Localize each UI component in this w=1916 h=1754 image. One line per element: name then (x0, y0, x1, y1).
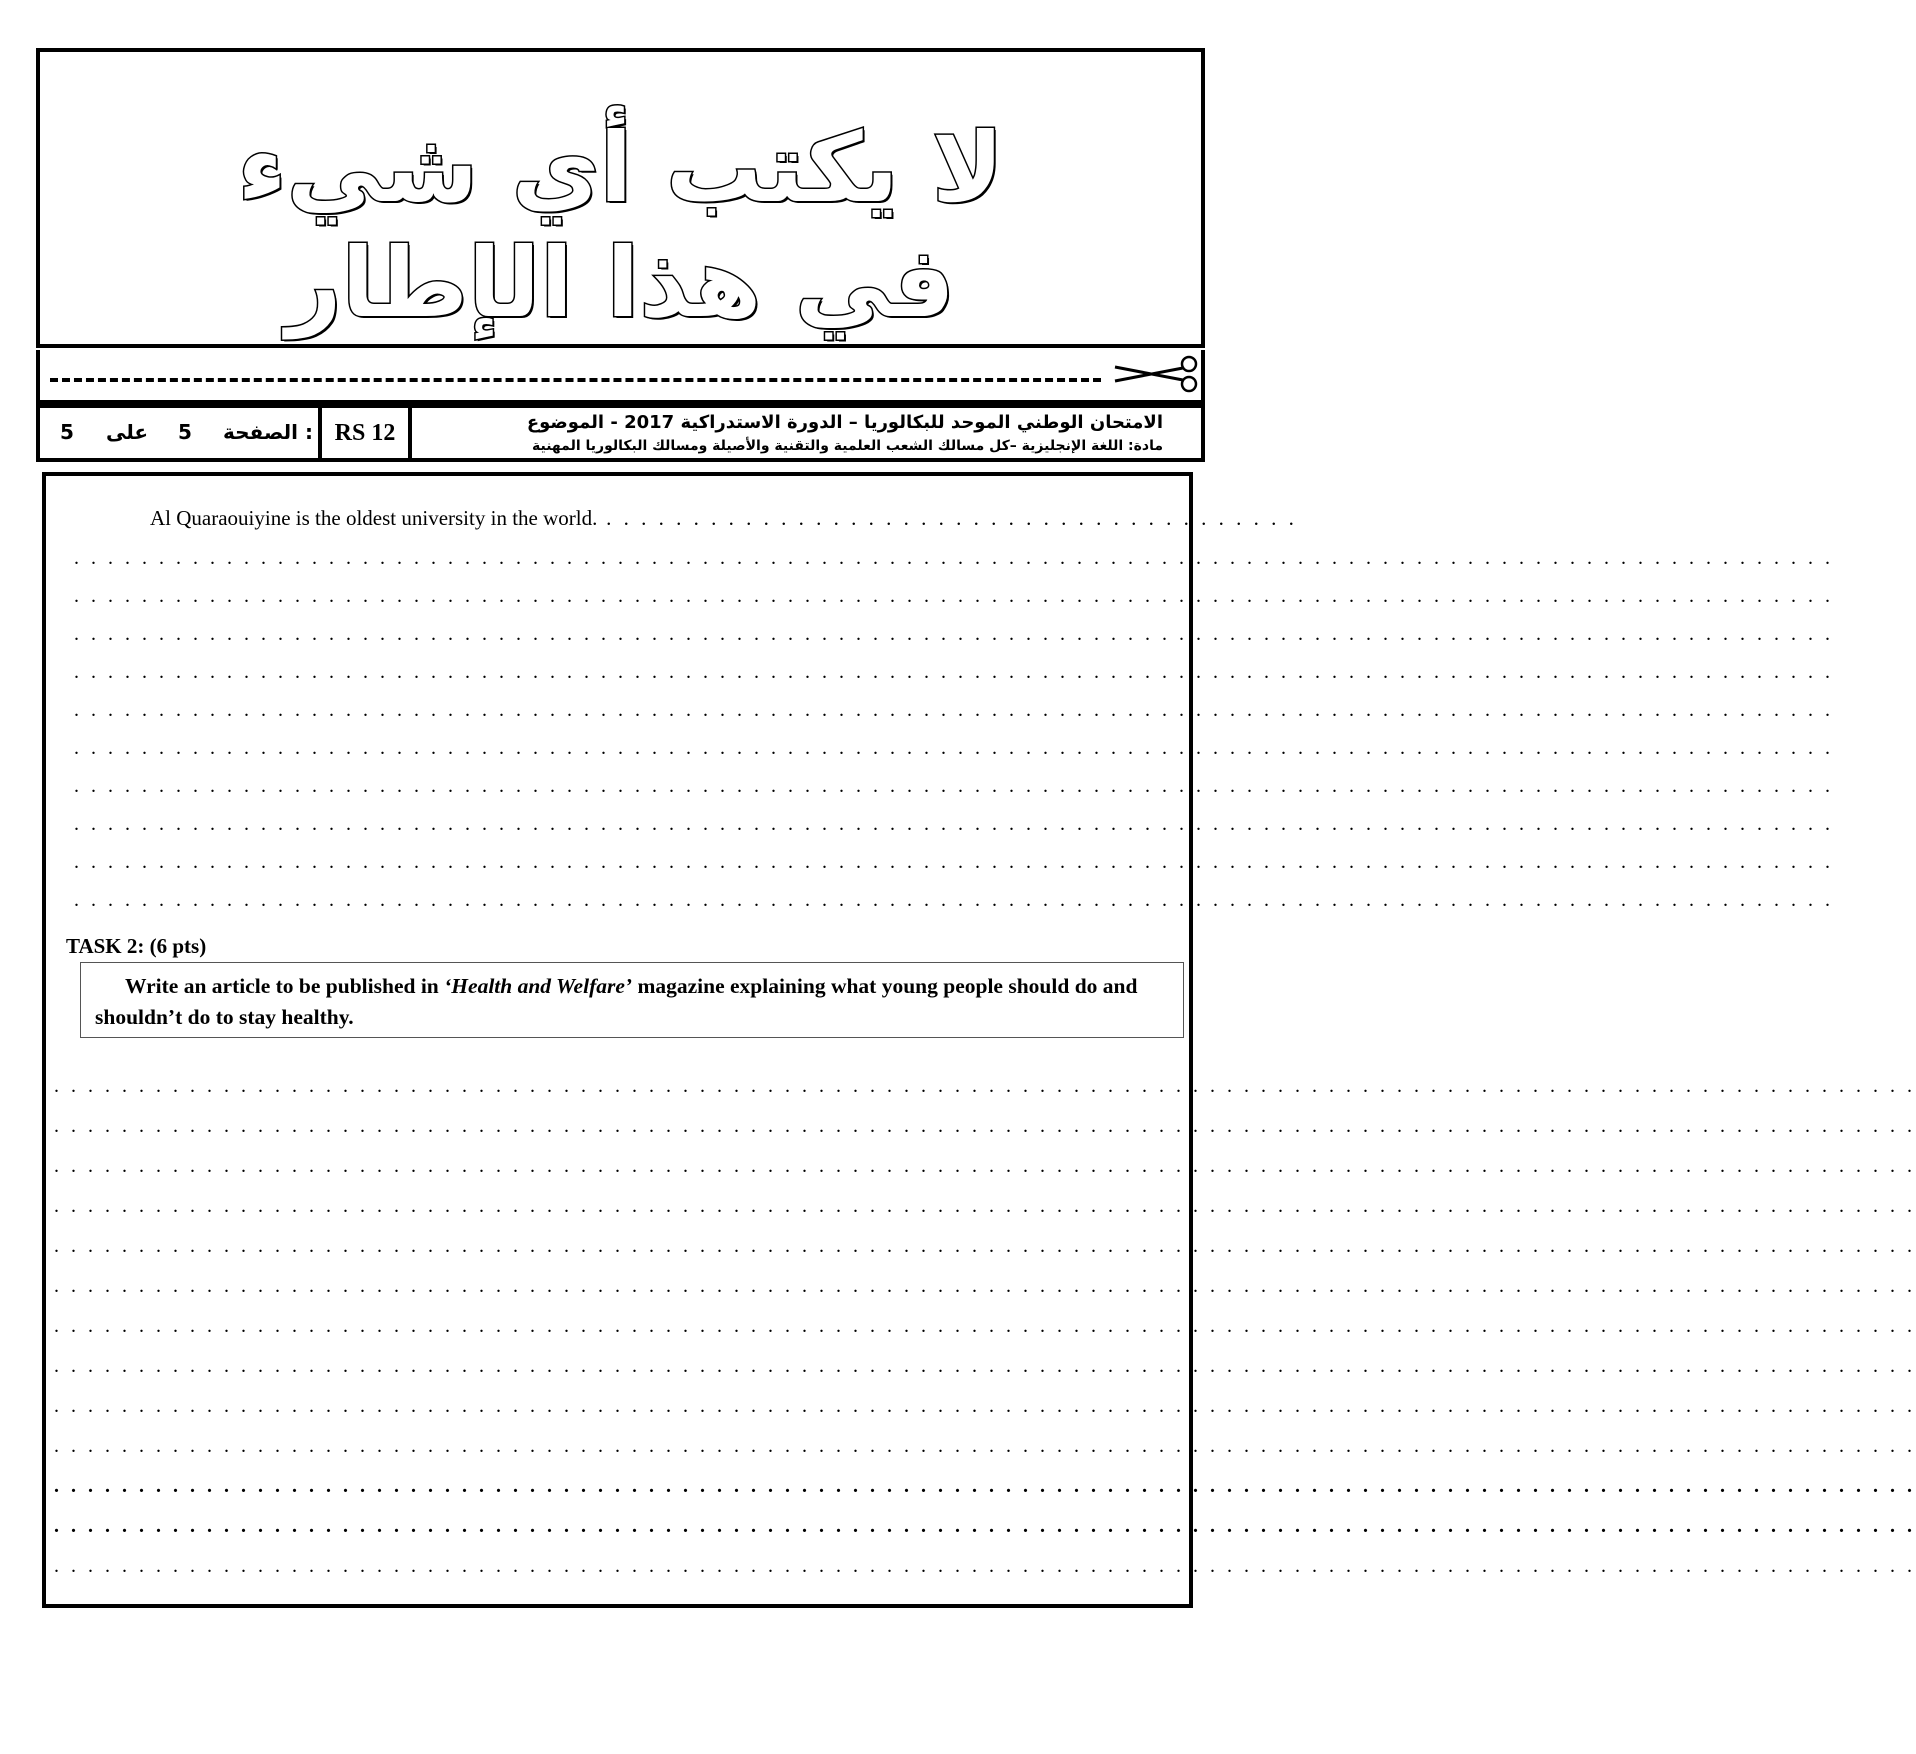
answer-line[interactable]: . . . . . . . . . . . . . . . . . . . . . . . . . . . . . . . . . . . . . . . . . . . . . . . . . . . . . . . . . . . . . . . . . . . . . . . . . . . . . . . . . . . . . . . . . . . . . . . . . . . . . . . . . . . . . . (54, 1315, 1916, 1337)
cut-line (36, 350, 1205, 404)
answer-line[interactable]: . . . . . . . . . . . . . . . . . . . . . . . . . . . . . . . . . . . . . . . . . . . . . . . . . . . . . . . . . . . . . . . . . . . . . . . . . . . . . . . . . . . . . . . . . . . . . . . . . . . . . . . . (74, 661, 1834, 683)
answer-line[interactable]: . . . . . . . . . . . . . . . . . . . . . . . . . . . . . . . . . . . . . . . . . . . . . . . . . . . . . . . . . . . . . . . . . . . . . . . . . . . . . . . . . . . . . . . . . . . . . . . . . . . . . . . . . . . . . . (54, 1235, 1916, 1257)
exam-title-line1: الامتحان الوطني الموحد للبكالوريا – الدورة الاستدراكية 2017 - الموضوع (526, 412, 1163, 433)
exam-title (412, 408, 1201, 458)
answer-line[interactable]: . . . . . . . . . . . . . . . . . . . . . . . . . . . . . . . . . . . . . . . . . . . . . . . . . . . . . . . . . . . . . . . . . . . . . . . . . . . . . . . . . . . . . . . . . . . . . . . . . . . . . . . . . . . . . . (54, 1555, 1916, 1577)
answer-line[interactable]: . . . . . . . . . . . . . . . . . . . . . . . . . . . . . . . . . . . . . . . . . . . . . . . . . . . . . . . . . . . . . . . . . . . . . . . . . . . . . . . . . . . . . . . . . . . . . . . . . . . . . . . . (74, 813, 1834, 835)
page-of: على (106, 420, 149, 444)
answer-line[interactable]: . . . . . . . . . . . . . . . . . . . . . . . . . . . . . . . . . . . . . . . . . . . . . . . . . . . . . . . . . . . . . . . . . . . . . . . . . . . . . . . . . . . . . . . . . . . . . . . . . . . . . . . . (74, 889, 1834, 911)
task2-title: TASK 2: (6 pts) (66, 934, 207, 958)
task2-prompt-end: magazine explaining what young people should do and shouldn’t do to stay healthy. (95, 974, 1138, 1029)
answer-line[interactable]: . . . . . . . . . . . . . . . . . . . . . . . . . . . . . . . . . . . . . . . . . . . . . . . . . . . . . . . . . . . . . . . . . . . . . . . . . . . . . . . . . . . . . . . . . . . . . . . . . . . . . . . . . . . . . . (54, 1155, 1916, 1177)
scissors-icon (1109, 354, 1201, 394)
page-current: 5 (178, 420, 192, 444)
task2-prompt-start: Write an article to be published in (125, 974, 445, 998)
answer-line[interactable]: . . . . . . . . . . . . . . . . . . . . . . . . . . . . . . . . . . . . . . . . . . . . . . . . . . . . . . . . . . . . . . . . . . . . . . . . . . . . . . . . . . . . . . . . . . . . . . . . . . . . . . . . (74, 699, 1834, 721)
answer-line[interactable]: . . . . . . . . . . . . . . . . . . . . . . . . . . . . . . . . . . . . . . . . . . . . . . . . . . . . . . . . . . . . . . . . . . . . . . . . . . . . . . . . . . . . . . . . . . . . . . . . . . . . . . . . . . . . . . (54, 1435, 1916, 1457)
task1-sentence: Al Quaraouiyine is the oldest university in the world. (150, 506, 598, 530)
dashed-cut-line (50, 378, 1101, 382)
answer-line[interactable]: . . . . . . . . . . . . . . . . . . . . . . . . . . . . . . . . . . . . . . . . . . . . . . . . . . . . . . . . . . . . . . . . . . . . . . . . . . . . . . . . . . . . . . . . . . . . . . . . . . . . . . . . . . . . . . (54, 1515, 1916, 1537)
page-total: 5 (60, 420, 74, 444)
answer-line[interactable]: . . . . . . . . . . . . . . . . . . . . . . . . . . . . . . . . . . . . . . . . . . . . . . . . . . . . . . . . . . . . . . . . . . . . . . . . . . . . . . . . . . . . . . . . . . . . . . . . . . . . . . . . (74, 775, 1834, 797)
answer-line[interactable]: . . . . . . . . . . . . . . . . . . . . . . . . . . . . . . . . . . . . . . . . . . . . . . . . . . . . . . . . . . . . . . . . . . . . . . . . . . . . . . . . . . . . . . . . . . . . . . . . . . . . . . . . (74, 547, 1834, 569)
answer-line[interactable]: . . . . . . . . . . . . . . . . . . . . . . . . . . . . . . . . . . . . . . . . . . . . . . . . . . . . . . . . . . . . . . . . . . . . . . . . . . . . . . . . . . . . . . . . . . . . . . . . . . . . . . . . . . . . . . (54, 1195, 1916, 1217)
answer-line[interactable]: . . . . . . . . . . . . . . . . . . . . . . . . . . . . . . . . . . . . . . . . . . . . . . . . . . . . . . . . . . . . . . . . . . . . . . . . . . . . . . . . . . . . . . . . . . . . . . . . . . . . . . . . . . . . . . (54, 1395, 1916, 1417)
answer-line[interactable]: . . . . . . . . . . . . . . . . . . . . . . . . . . . . . . . . . . . . . . . . . . . . . . . . . . . . . . . . . . . . . . . . . . . . . . . . . . . . . . . . . . . . . . . . . . . . . . . . . . . . . . . . . . . . . . (54, 1355, 1916, 1377)
answer-line[interactable]: . . . . . . . . . . . . . . . . . . . . . . . . . . . . . . . . . . . . . . . . . . . . . . . . . . . . . . . . . . . . . . . . . . . . . . . . . . . . . . . . . . . . . . . . . . . . . . . . . . . . . . . . . . . . . . (54, 1075, 1916, 1097)
answer-line[interactable]: . . . . . . . . . . . . . . . . . . . . . . . . . . . . . . . . . . . . . . . . . . . . . . . . . . . . . . . . . . . . . . . . . . . . . . . . . . . . . . . . . . . . . . . . . . . . . . . . . . . . . . . . (74, 851, 1834, 873)
exam-title-line2: مادة: اللغة الإنجليزية –كل مسالك الشعب العلمية والتقنية والأصيلة ومسالك البكالوريا المهنية (532, 438, 1163, 454)
task1-first-line: Al Quaraouiyine is the oldest university in the world. . . . . . . . . . . . . . . . . . . . . . . . . . . . . . . . . . . . . . . . . (150, 506, 1298, 530)
exam-header (36, 404, 1205, 462)
page-indicator (40, 408, 322, 458)
no-write-banner-line1: لا يكتب أي شيء (237, 112, 1004, 224)
page-label: الصفحة : (223, 420, 313, 444)
answer-frame (42, 472, 1916, 1608)
no-write-frame (36, 48, 1205, 348)
answer-line[interactable]: . . . . . . . . . . . . . . . . . . . . . . . . . . . . . . . . . . . . . . . . . . . . . . . . . . . . . . . . . . . . . . . . . . . . . . . . . . . . . . . . . . . . . . . . . . . . . . . . . . . . . . . . . . . . . . (54, 1475, 1916, 1497)
answer-line[interactable]: . . . . . . . . . . . . . . . . . . . . . . . . . . . . . . . . . . . . . . . . . . . . . . . . . . . . . . . . . . . . . . . . . . . . . . . . . . . . . . . . . . . . . . . . . . . . . . . . . . . . . . . . (74, 737, 1834, 759)
answer-line[interactable]: . . . . . . . . . . . . . . . . . . . . . . . . . . . . . . . . . . . . . . . . . . . . . . . . . . . . . . . . . . . . . . . . . . . . . . . . . . . . . . . . . . . . . . . . . . . . . . . . . . . . . . . . . . . . . . (54, 1115, 1916, 1137)
exam-code: RS 12 (322, 408, 412, 458)
task2-magazine-name: ‘Health and Welfare’ (444, 974, 633, 998)
no-write-banner-line2: في هذا الإطار (286, 227, 955, 339)
task2-prompt (80, 962, 1184, 1038)
answer-line[interactable]: . . . . . . . . . . . . . . . . . . . . . . . . . . . . . . . . . . . . . . . . . . . . . . . . . . . . . . . . . . . . . . . . . . . . . . . . . . . . . . . . . . . . . . . . . . . . . . . . . . . . . . . . . . . . . . (54, 1275, 1916, 1297)
answer-line[interactable]: . . . . . . . . . . . . . . . . . . . . . . . . . . . . . . . . . . . . . . . . . . . . . . . . . . . . . . . . . . . . . . . . . . . . . . . . . . . . . . . . . . . . . . . . . . . . . . . . . . . . . . . . (74, 585, 1834, 607)
answer-line[interactable]: . . . . . . . . . . . . . . . . . . . . . . . . . . . . . . . . . . . . . . . . . . . . . . . . . . . . . . . . . . . . . . . . . . . . . . . . . . . . . . . . . . . . . . . . . . . . . . . . . . . . . . . . (74, 623, 1834, 645)
